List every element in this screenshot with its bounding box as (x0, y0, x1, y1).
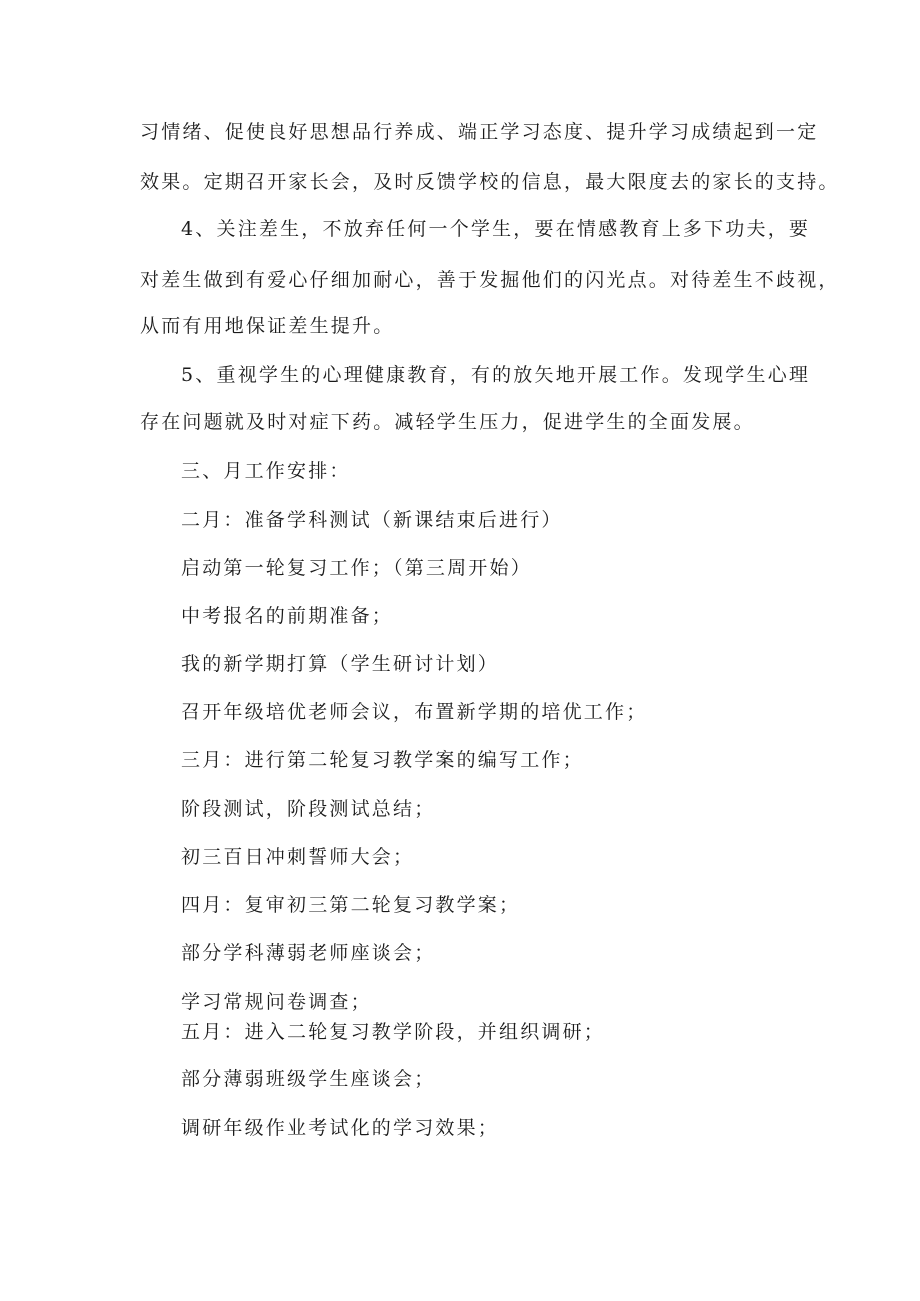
list-item-4-line: 从而有用地保证差生提升。 (140, 315, 395, 337)
schedule-item: 启动第一轮复习工作；（第三周开始） (181, 557, 532, 579)
schedule-item: 我的新学期打算（学生研讨计划） (181, 653, 500, 675)
schedule-item: 部分学科薄弱老师座谈会； (181, 942, 436, 964)
schedule-item: 初三百日冲刺誓师大会； (181, 846, 415, 868)
list-item-5-line: 5、重视学生的心理健康教育，有的放矢地开展工作。发现学生心理 (181, 364, 811, 386)
schedule-item: 五月：进入二轮复习教学阶段，并组织调研； (181, 1021, 606, 1043)
schedule-item: 调研年级作业考试化的学习效果； (181, 1117, 500, 1139)
schedule-item: 阶段测试，阶段测试总结； (181, 798, 436, 820)
schedule-item: 二月：准备学科测试（新课结束后进行） (181, 509, 563, 531)
list-item-4-line: 4、关注差生，不放弃任何一个学生，要在情感教育上多下功夫，要 (181, 218, 811, 240)
paragraph-line: 习情绪、促使良好思想品行养成、端正学习态度、提升学习成绩起到一定 (140, 121, 819, 143)
paragraph-line: 效果。定期召开家长会，及时反馈学校的信息，最大限度去的家长的支持。 (140, 171, 840, 193)
list-item-4-line: 对差生做到有爱心仔细加耐心，善于发掘他们的闪光点。对待差生不歧视， (140, 269, 840, 291)
schedule-item: 部分薄弱班级学生座谈会； (181, 1068, 436, 1090)
section-heading: 三、月工作安排： (181, 460, 351, 482)
list-item-5-line: 存在问题就及时对症下药。减轻学生压力，促进学生的全面发展。 (140, 411, 755, 433)
schedule-item: 中考报名的前期准备； (181, 605, 394, 627)
schedule-item: 四月：复审初三第二轮复习教学案； (181, 894, 521, 916)
schedule-item: 召开年级培优老师会议，布置新学期的培优工作； (181, 701, 648, 723)
schedule-item: 三月：进行第二轮复习教学案的编写工作； (181, 749, 584, 771)
schedule-item: 学习常规问卷调查； (181, 991, 372, 1013)
